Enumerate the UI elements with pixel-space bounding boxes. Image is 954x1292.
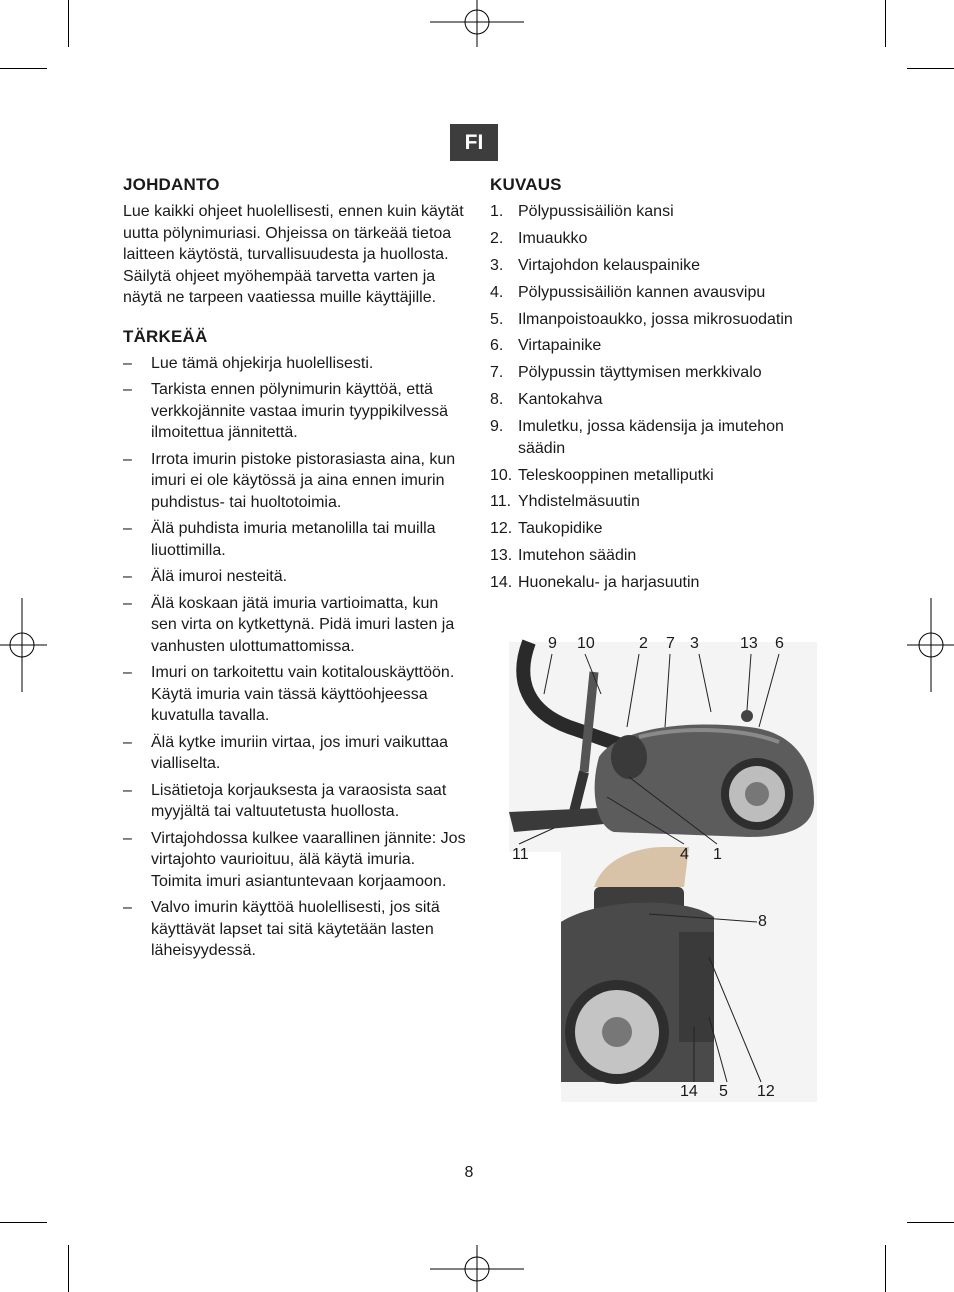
list-item: – Irrota imurin pistoke pistorasiasta aina, kun imuri ei ole käytössä ja aina ennen imurin puhdistus- tai huoltotoimia. — [123, 450, 456, 511]
callout-label: 14 — [680, 1083, 698, 1100]
registration-mark-top — [430, 0, 524, 47]
page-number: 8 — [464, 1164, 474, 1181]
list-item: – Lisätietoja korjauksesta ja varaosista saat myyjältä tai valtuutetusta huollosta. — [123, 781, 447, 820]
list-item: 7. Pölypussin täyttymisen merkkivalo — [490, 364, 762, 382]
intro-heading: JOHDANTO — [123, 175, 220, 194]
description-heading: KUVAUS — [490, 175, 562, 194]
list-item: – Lue tämä ohjekirja huolellisesti. — [123, 354, 374, 372]
intro-text: Lue kaikki ohjeet huolellisesti, ennen kuin käytät uutta pölynimuriasi. Ohjeissa on tärkeää tietoa laitteen käytöstä, turvallisuudesta ja huollosta. Säilytä ohjeet myöhempää tarvetta varten ja näytä ne tarpeen vaatiessa muille käyttäjille. — [123, 203, 464, 306]
crop-mark — [0, 1222, 47, 1223]
callout-label: 13 — [740, 635, 758, 652]
list-item: – Älä puhdista imuria metanolilla tai muilla liuottimilla. — [123, 520, 436, 559]
list-item: 3. Virtajohdon kelauspainike — [490, 256, 701, 274]
important-heading: TÄRKEÄÄ — [123, 326, 208, 346]
list-item: – Valvo imurin käyttöä huolellisesti, jos sitä käyttävät lapset tai sitä käytetään lasten läheisyydessä. — [123, 899, 440, 959]
list-item: 14. Huonekalu- ja harjasuutin — [490, 574, 700, 592]
crop-mark — [885, 0, 886, 47]
callout-label: 7 — [666, 635, 675, 652]
vacuum-cleaner-illustration — [489, 632, 819, 1102]
list-item: – Älä koskaan jätä imuria vartioimatta, kun sen virta on kytkettynä. Pidä imuri lasten ja vanhusten ulottumattomissa. — [123, 594, 455, 655]
list-item: 8. Kantokahva — [490, 391, 603, 409]
callout-label: 11 — [512, 846, 529, 863]
callout-label: 12 — [757, 1083, 775, 1100]
important-list — [123, 353, 468, 962]
crop-mark — [68, 0, 69, 47]
callout-label: 2 — [639, 635, 648, 652]
list-item: – Tarkista ennen pölynimurin käyttöä, että verkkojännite vastaa imurin tyyppikilvessä ilmoitettua jännitettä. — [123, 381, 449, 441]
list-item: 10. Teleskooppinen metalliputki — [490, 466, 714, 484]
list-item: 9. Imuletku, jossa kädensija ja imutehon säädin — [490, 418, 784, 457]
callout-label: 5 — [719, 1083, 728, 1100]
callout-label: 9 — [548, 635, 557, 652]
vacuum-cleaner-figure — [489, 632, 819, 1102]
list-item: 4. Pölypussisäiliön kannen avausvipu — [490, 283, 766, 301]
list-item: 6. Virtapainike — [490, 337, 602, 355]
list-item: 2. Imuaukko — [490, 229, 588, 247]
list-item: 12. Taukopidike — [490, 520, 603, 538]
crop-mark — [907, 68, 954, 69]
list-item: – Älä kytke imuriin virtaa, jos imuri vaikuttaa vialliselta. — [123, 733, 448, 772]
callout-label: 6 — [775, 635, 784, 652]
registration-mark-left — [0, 598, 47, 692]
list-item: – Imuri on tarkoitettu vain kotitalouskäyttöön. Käytä imuria vain tässä käyttöohjeessa kuvatulla tavalla. — [123, 664, 455, 724]
registration-mark-right — [907, 598, 954, 692]
right-column — [490, 175, 830, 599]
crop-mark — [907, 1222, 954, 1223]
registration-mark-bottom — [430, 1245, 524, 1292]
left-column — [123, 175, 468, 967]
callout-label: 1 — [713, 846, 722, 863]
list-item: 13. Imutehon säädin — [490, 547, 637, 565]
callout-label: 4 — [680, 846, 689, 863]
callout-label: 10 — [577, 635, 595, 652]
language-badge: FI — [450, 124, 498, 161]
list-item: – Älä imuroi nesteitä. — [123, 568, 288, 585]
parts-list — [490, 201, 830, 594]
crop-mark — [0, 68, 47, 69]
crop-mark — [885, 1245, 886, 1292]
list-item: – Virtajohdossa kulkee vaarallinen jännite: Jos virtajohto vaurioituu, älä käytä imuria. Toimita imuri asiantuntevaan korjaamoon. — [123, 829, 466, 890]
list-item: 5. Ilmanpoistoaukko, jossa mikrosuodatin — [490, 310, 793, 328]
callout-label: 8 — [758, 913, 767, 930]
crop-mark — [68, 1245, 69, 1292]
list-item: 1. Pölypussisäiliön kansi — [490, 203, 674, 220]
list-item: 11. Yhdistelmäsuutin — [490, 493, 640, 511]
callout-label: 3 — [690, 635, 699, 652]
